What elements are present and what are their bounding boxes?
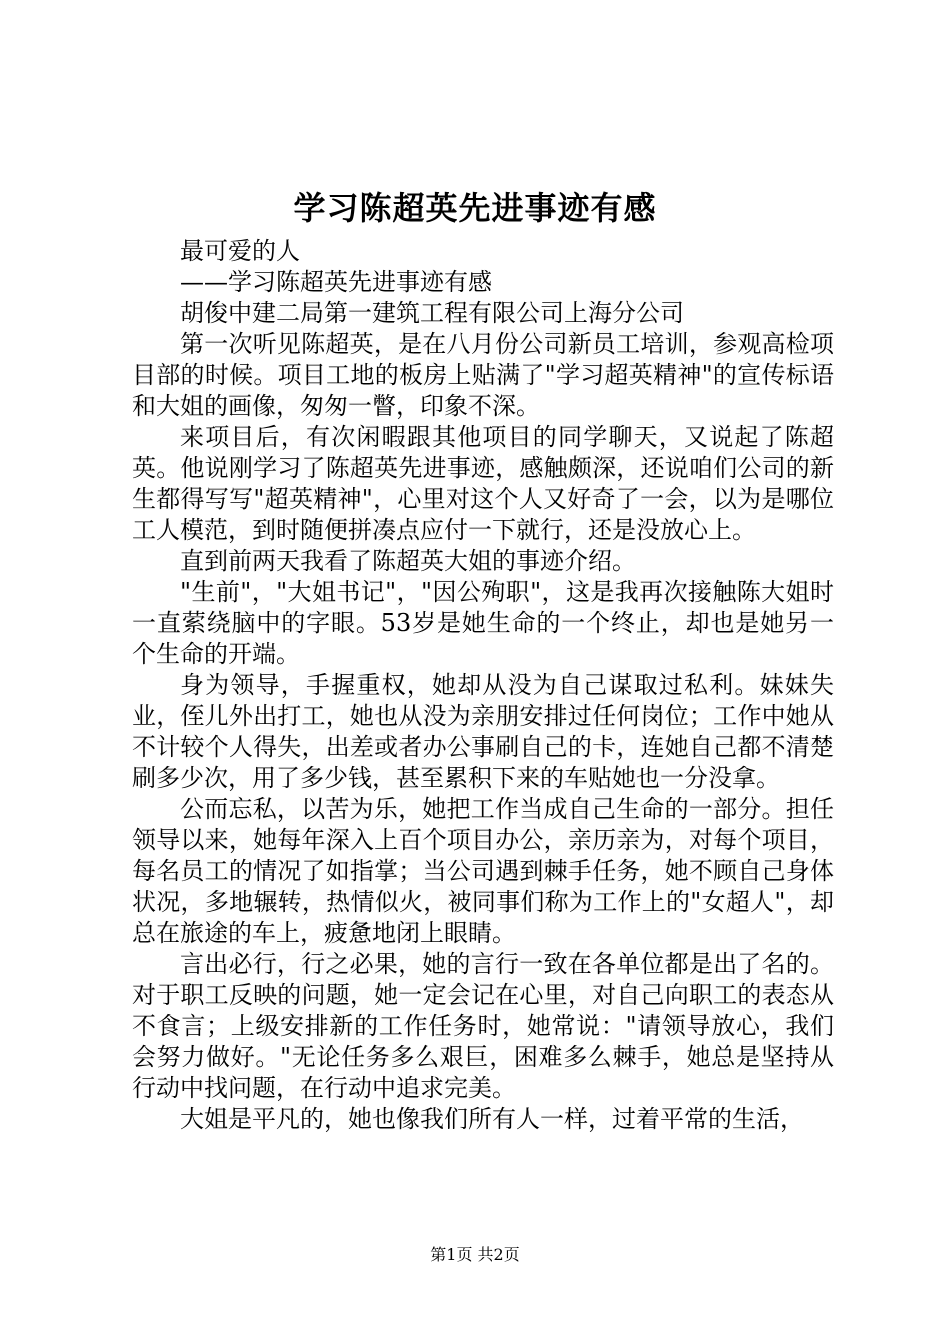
page-footer: 第1页 共2页 [430,1245,520,1264]
paragraph-author: 胡俊中建二局第一建筑工程有限公司上海分公司 [180,299,684,327]
paragraph-heading: 最可爱的人 [180,237,300,265]
paragraph: 大姐是平凡的，她也像我们所有人一样，过着平常的生活， [180,1105,804,1133]
document-title: 学习陈超英先进事迹有感 [293,189,657,227]
paragraph: 言出必行，行之必果，她的言行一致在各单位都是出了名的。对于职工反映的问题，她一定会记在心里，对自己向职工的表态从不食言；上级安排新的工作任务时，她常说："请领导放心，我们会努力做好。"无论任务多么艰巨，困难多么棘手，她总是坚持从行动中找问题，在行动中追求完美。 [132,950,834,1102]
paragraph: 来项目后，有次闲暇跟其他项目的同学聊天，又说起了陈超英。他说刚学习了陈超英先进事迹，感触颇深，还说咱们公司的新生都得写写"超英精神"，心里对这个人又好奇了一会，以为是哪位工人模范，到时随便拼凑点应付一下就行，还是没放心上。 [132,423,834,544]
paragraph: "生前"，"大姐书记"，"因公殉职"，这是我再次接触陈大姐时一直萦绕脑中的字眼。53岁是她生命的一个终止，却也是她另一个生命的开端。 [132,578,834,668]
paragraph-subtitle: ——学习陈超英先进事迹有感 [180,268,492,296]
paragraph: 公而忘私，以苦为乐，她把工作当成自己生命的一部分。担任领导以来，她每年深入上百个项目办公，亲历亲为，对每个项目，每名员工的情况了如指掌；当公司遇到棘手任务，她不顾自己身体状况，多地辗转，热情似火，被同事们称为工作上的"女超人"，却总在旅途的车上，疲惫地闭上眼睛。 [132,795,834,947]
paragraph: 直到前两天我看了陈超英大姐的事迹介绍。 [180,547,636,575]
paragraph: 第一次听见陈超英，是在八月份公司新员工培训，参观高检项目部的时候。项目工地的板房上贴满了"学习超英精神"的宣传标语和大姐的画像，匆匆一瞥，印象不深。 [132,330,834,420]
paragraph: 身为领导，手握重权，她却从没为自己谋取过私利。妹妹失业，侄儿外出打工，她也从没为亲朋安排过任何岗位；工作中她从不计较个人得失，出差或者办公事刷自己的卡，连她自己都不清楚刷多少次，用了多少钱，甚至累积下来的车贴她也一分没拿。 [132,671,834,792]
document-body [132,236,834,1135]
